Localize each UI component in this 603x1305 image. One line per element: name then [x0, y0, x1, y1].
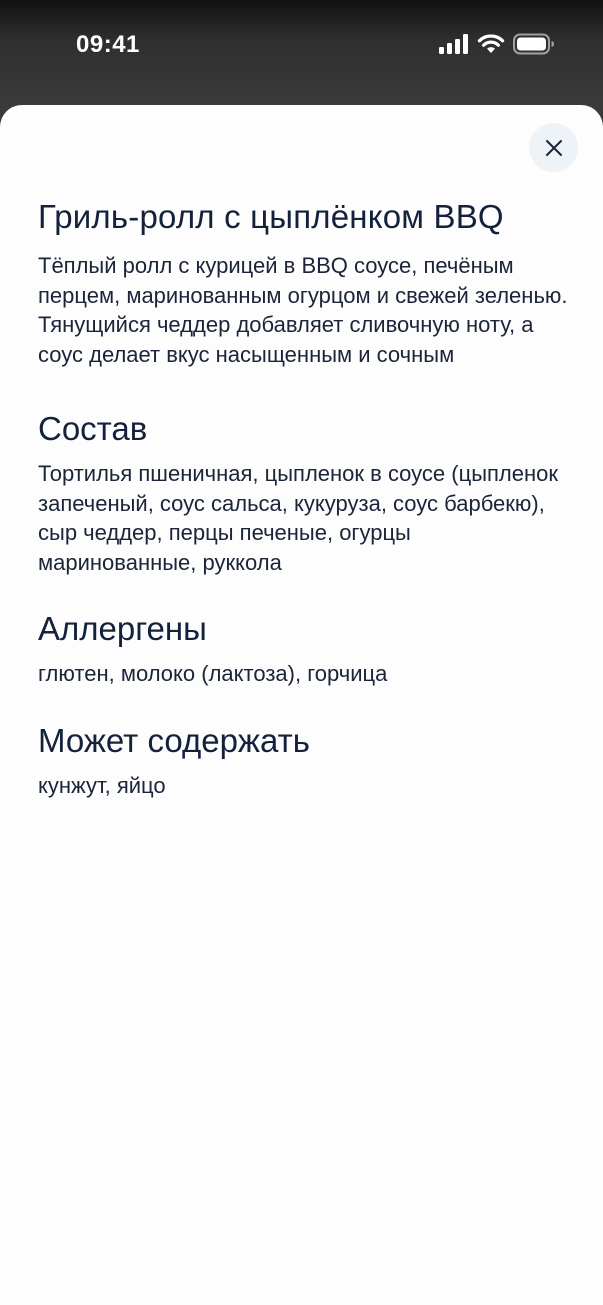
battery-icon	[513, 33, 555, 55]
close-button[interactable]	[529, 123, 578, 172]
composition-text: Тортилья пшеничная, цыпленок в соусе (цыпленок запеченый, соус сальса, кукуруза, соус барбекю), сыр чеддер, перцы печеные, огурцы маринованные, руккола	[38, 461, 559, 575]
status-time: 09:41	[76, 31, 140, 58]
allergens-text: глютен, молоко (лактоза), горчица	[38, 661, 388, 686]
product-details-content	[38, 195, 573, 800]
close-icon	[545, 139, 563, 157]
status-bar	[0, 0, 603, 92]
allergens-title: Аллергены	[38, 610, 207, 647]
signal-icon	[439, 34, 469, 54]
may-contain-title: Может содержать	[38, 721, 310, 759]
product-title: Гриль-ролл с цыплёнком BBQ	[38, 198, 504, 235]
allergens-section	[38, 607, 573, 689]
product-details-sheet	[0, 105, 603, 1305]
may-contain-section	[38, 719, 573, 801]
may-contain-text: кунжут, яйцо	[38, 772, 166, 798]
composition-section	[38, 407, 573, 577]
status-icons	[439, 33, 555, 55]
composition-title: Состав	[38, 410, 148, 447]
product-description: Тёплый ролл с курицей в BBQ соусе, печёным перцем, маринованным огурцом и свежей зеленью. Тянущийся чеддер добавляет сливочную ноту, а соус делает вкус насыщенным и сочным	[38, 253, 568, 367]
wifi-icon	[477, 34, 505, 54]
